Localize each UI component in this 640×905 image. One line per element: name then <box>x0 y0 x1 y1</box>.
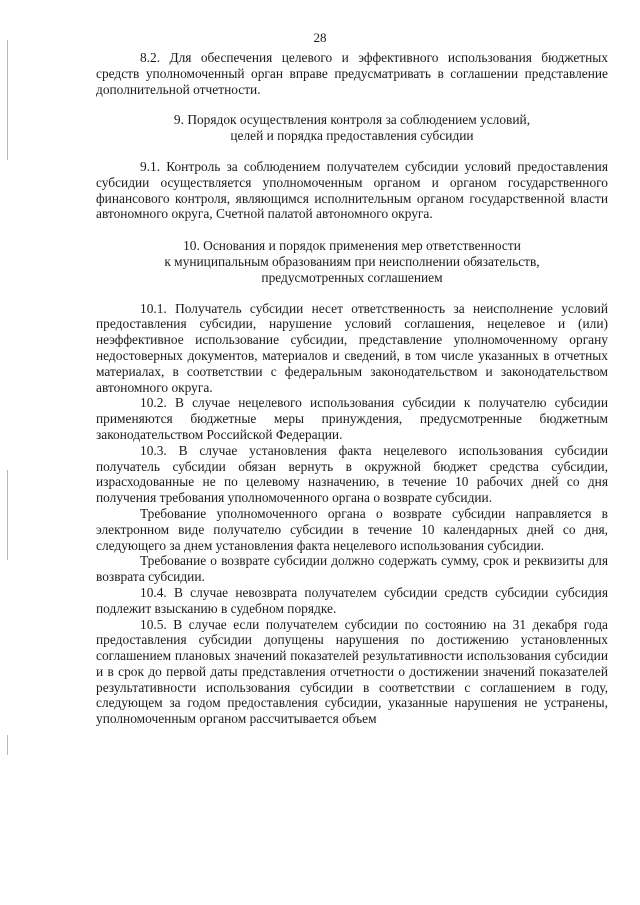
paragraph-10-2: 10.2. В случае нецелевого использования субсидии к получателю субсидии применяются бюджетные меры принуждения, предусмотренные бюджетным законодательством Российской Федерации. <box>96 395 608 442</box>
section-10-heading <box>96 238 608 285</box>
paragraph-9-1: 9.1. Контроль за соблюдением получателем субсидии условий предоставления субсидии осуществляется уполномоченным органом и органом государственного финансового контроля, являющимся исполнительным органом государственной власти автономного округа, Счетной палатой автономного округа. <box>96 158 608 222</box>
heading-line: 9. Порядок осуществления контроля за соблюдением условий, <box>173 112 531 128</box>
heading-line: целей и порядка предоставления субсидии <box>230 128 474 144</box>
page-number: 28 <box>313 30 327 45</box>
paragraph-10-4: 10.4. В случае невозврата получателем субсидии средств субсидии субсидия подлежит взысканию в судебном порядке. <box>96 584 608 616</box>
heading-line: предусмотренных соглашением <box>261 269 443 285</box>
paragraph-demand-sent: Требование уполномоченного органа о возврате субсидии направляется в электронном виде получателю субсидии в течение 10 календарных дней со дня, следующего за днем установления факта нецелевого использования субсидии. <box>96 505 608 553</box>
paragraph-10-3: 10.3. В случае установления факта нецелевого использования субсидии получатель субсидии обязан вернуть в окружной бюджет средства субсидии, израсходованные не по целевому назначению, в течение 10 рабочих дней со дня получения требования уполномоченного органа о возврате субсидии. <box>96 442 608 506</box>
paragraph-demand-content: Требование о возврате субсидии должно содержать сумму, срок и реквизиты для возврата субсидии. <box>96 553 608 585</box>
section-9-heading <box>96 112 608 144</box>
scan-edge-mark <box>7 470 8 560</box>
document-body <box>96 50 608 727</box>
heading-line: к муниципальным образованиям при неисполнении обязательств, <box>164 253 540 269</box>
scan-edge-mark <box>7 40 8 160</box>
paragraph-8-2: 8.2. Для обеспечения целевого и эффективного использования бюджетных средств уполномоченный орган вправе предусматривать в соглашении представление дополнительной отчетности. <box>96 50 608 97</box>
paragraph-10-5: 10.5. В случае если получателем субсидии по состоянию на 31 декабря года предоставления субсидии допущены нарушения по достижению установленных соглашением плановых значений показателей результативности использования субсидии и в срок до первой даты представления отчетности о достижении значений показателей результативности использования субсидии в соответствии с соглашением в году, следующем за годом предоставления субсидии, указанные нарушения не устранены, уполномоченным органом рассчитывается объем <box>96 616 608 727</box>
scan-edge-mark <box>7 735 8 755</box>
paragraph-10-1: 10.1. Получатель субсидии несет ответственность за неисполнение условий предоставления субсидии, нарушение условий соглашения, нецелевое и (или) неэффективное использование субсидии, представление уполномоченному органу недостоверных документов, материалов и сведений, в том числе указанных в отчетных материалах, в соответствии с федеральным законодательством и законодательством автономного округа. <box>96 300 608 395</box>
heading-line: 10. Основания и порядок применения мер ответственности <box>183 238 521 254</box>
